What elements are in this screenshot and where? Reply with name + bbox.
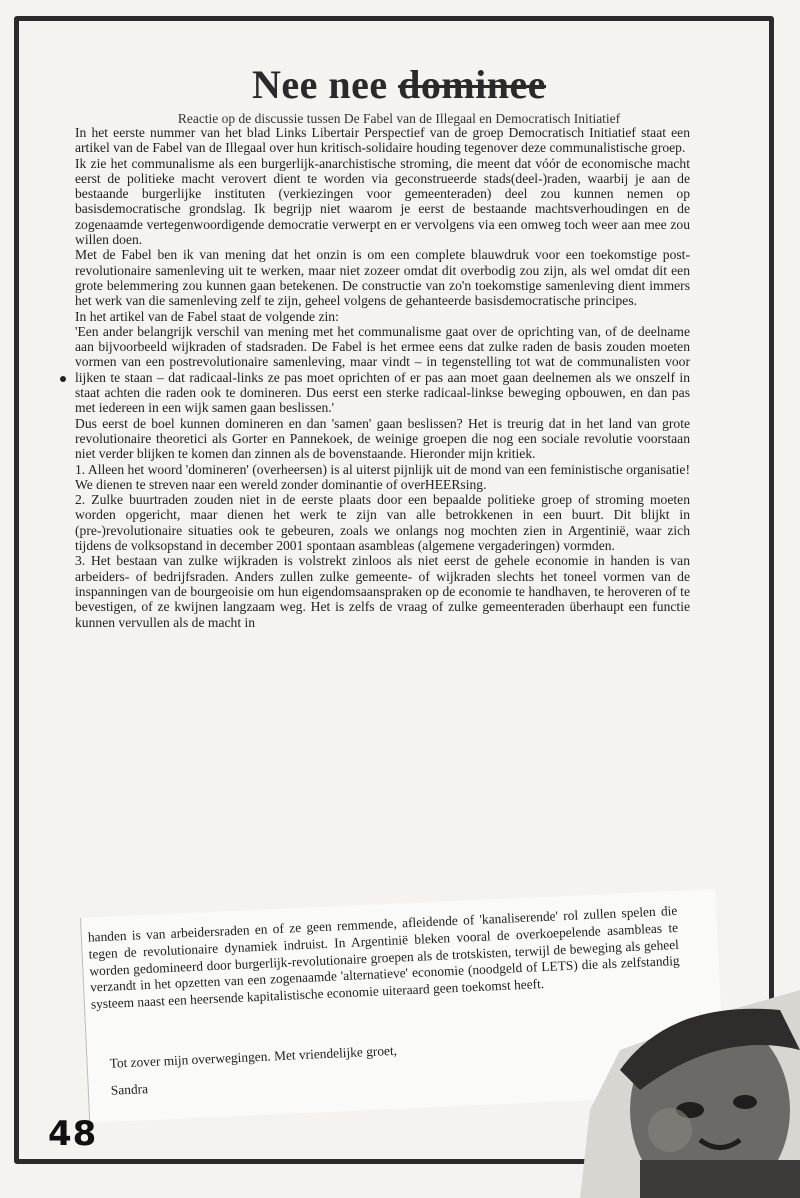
- ink-dot: [60, 376, 66, 382]
- closing-line: Tot zover mijn overwegingen. Met vriendelijke groet,: [109, 1042, 398, 1071]
- title-struck-word: dominee: [398, 62, 547, 107]
- paragraph-point-3: 3. Het bestaan van zulke wijkraden is volstrekt zinloos als niet eerst de gehele economie in handen is van arbeiders- of bedrijfsraden. Anders zullen zulke gemeente- of wijkraden slechts het toneel vormen van de inspanningen van de bourgeoisie om hun eigendomsaanspraken op de economie te handhaven, te heroveren of te bevestigen, of ze kwijnen langzaam weg. Het is zelfs de vraag of zulke gemeenteraden überhaupt een functie kunnen vervullen als de macht in: [75, 553, 690, 630]
- article-title: [19, 61, 779, 108]
- paragraph-blueprint: Met de Fabel ben ik van mening dat het onzin is om een complete blauwdruk voor een toekomstige post-revolutionaire samenleving uit te werken, maar niet zozeer omdat dit overbodig zou zijn, als wel omdat dit een grote belemmering zou kunnen gaan betekenen. De constructie van zo'n toekomstige samenleving dient immers het werk van die samenleving zelf te zijn, geheel volgens de gehanteerde basisdemocratische principes.: [75, 247, 690, 309]
- paragraph-communalism: Ik zie het communalisme als een burgerlijk-anarchistische stroming, die meent dat vóór de economische macht eerst de politieke macht verovert dient te worden via geconstrueerde stads(deel-)raden, waarbij je aan de bestaande burgerlijke instituten (verkiezingen voor gemeenteraden) deel zou kunnen nemen op basisdemocratische grondslag. Ik begrijp niet waarom je eerst de bestaande machtsverhoudingen en de zogenaamde vertegenwoordigende democratie verwerpt en er vervolgens via een omweg toch weer aan mee zou willen doen.: [75, 155, 690, 248]
- paragraph-point-1: 1. Alleen het woord 'domineren' (overheersen) is al uiterst pijnlijk uit de mond van een feministische organisatie! We dienen te streven naar een wereld zonder dominantie of overHEERsing.: [75, 461, 690, 492]
- portrait-photo-cutout: [580, 990, 800, 1198]
- paragraph-quote-intro: In het artikel van de Fabel staat de volgende zin:: [75, 308, 339, 324]
- title-prefix: Nee nee: [251, 62, 399, 107]
- signature: Sandra: [110, 1081, 149, 1098]
- article-body: [75, 125, 690, 630]
- paragraph-quote: 'Een ander belangrijk verschil van mening met het communalisme gaat over de oprichting van, of de deelname aan bijvoorbeeld wijkraden of stadsraden. De Fabel is het ermee eens dat zulke raden de basis zouden moeten vormen van een postrevolutionaire samenleving, maar vindt – in tegenstelling tot wat de communalisten voor lijken te staan – dat radicaal-links ze pas moet oprichten of er pas aan moet gaan deelnemen als we onszelf in staat achten die raden ook te domineren. Dus eerst een sterke radicaal-linkse beweging opbouwen, en dan pas met iedereen in een wijk samen gaan beslissen.': [75, 323, 690, 416]
- page-number: 48: [48, 1114, 98, 1154]
- paragraph-intro: In het eerste nummer van het blad Links Libertair Perspectief van de groep Democratisch Initiatief staat een artikel van de Fabel van de Illegaal over hun kritisch-solidaire houding tegenover deze communalistische groep.: [75, 125, 690, 156]
- continuation-text: handen is van arbeidersraden en of ze geen remmende, afleidende of 'kanaliserende' rol zullen spelen die tegen de revolutionaire dynamiek indruist. In Argentinië bleken vooral de overkoepelende asambleas te worden gedomineerd door burgerlijk-revolutionaire groepen als de trotskisten, terwijl de beweging als geheel verzandt in het opzetten van een zogenaamde 'alternatieve' economie (noodgeld of LETS) die als zelfstandig systeem naast een heersende kapitalistische economie uiteraard geen toekomst heeft.: [87, 902, 680, 1012]
- paragraph-point-2: 2. Zulke buurtraden zouden niet in de eerste plaats door een bepaalde politieke groep of stroming moeten worden opgericht, maar dienen het werk te zijn van alle betrokkenen in een buurt. Dit blijkt in (pre-)revolutionaire situaties ook te gebeuren, zoals we onlangs nog mochten zien in Argentinië, waar zich tijdens de volksopstand in december 2001 spontaan asambleas (algemene vergaderingen) vormden.: [75, 492, 690, 554]
- paragraph-critique: Dus eerst de boel kunnen domineren en dan 'samen' gaan beslissen? Het is treurig dat in het land van grote revolutionaire theoretici als Gorter en Pannekoek, de weinige groepen die nog een sociale revolutie voorstaan niet verder blijken te komen dan zinnen als de bovenstaande. Hieronder mijn kritiek.: [75, 415, 690, 462]
- article-subtitle: Reactie op de discussie tussen De Fabel van de Illegaal en Democratisch Initiatief: [177, 111, 621, 126]
- portrait-image: [580, 990, 800, 1198]
